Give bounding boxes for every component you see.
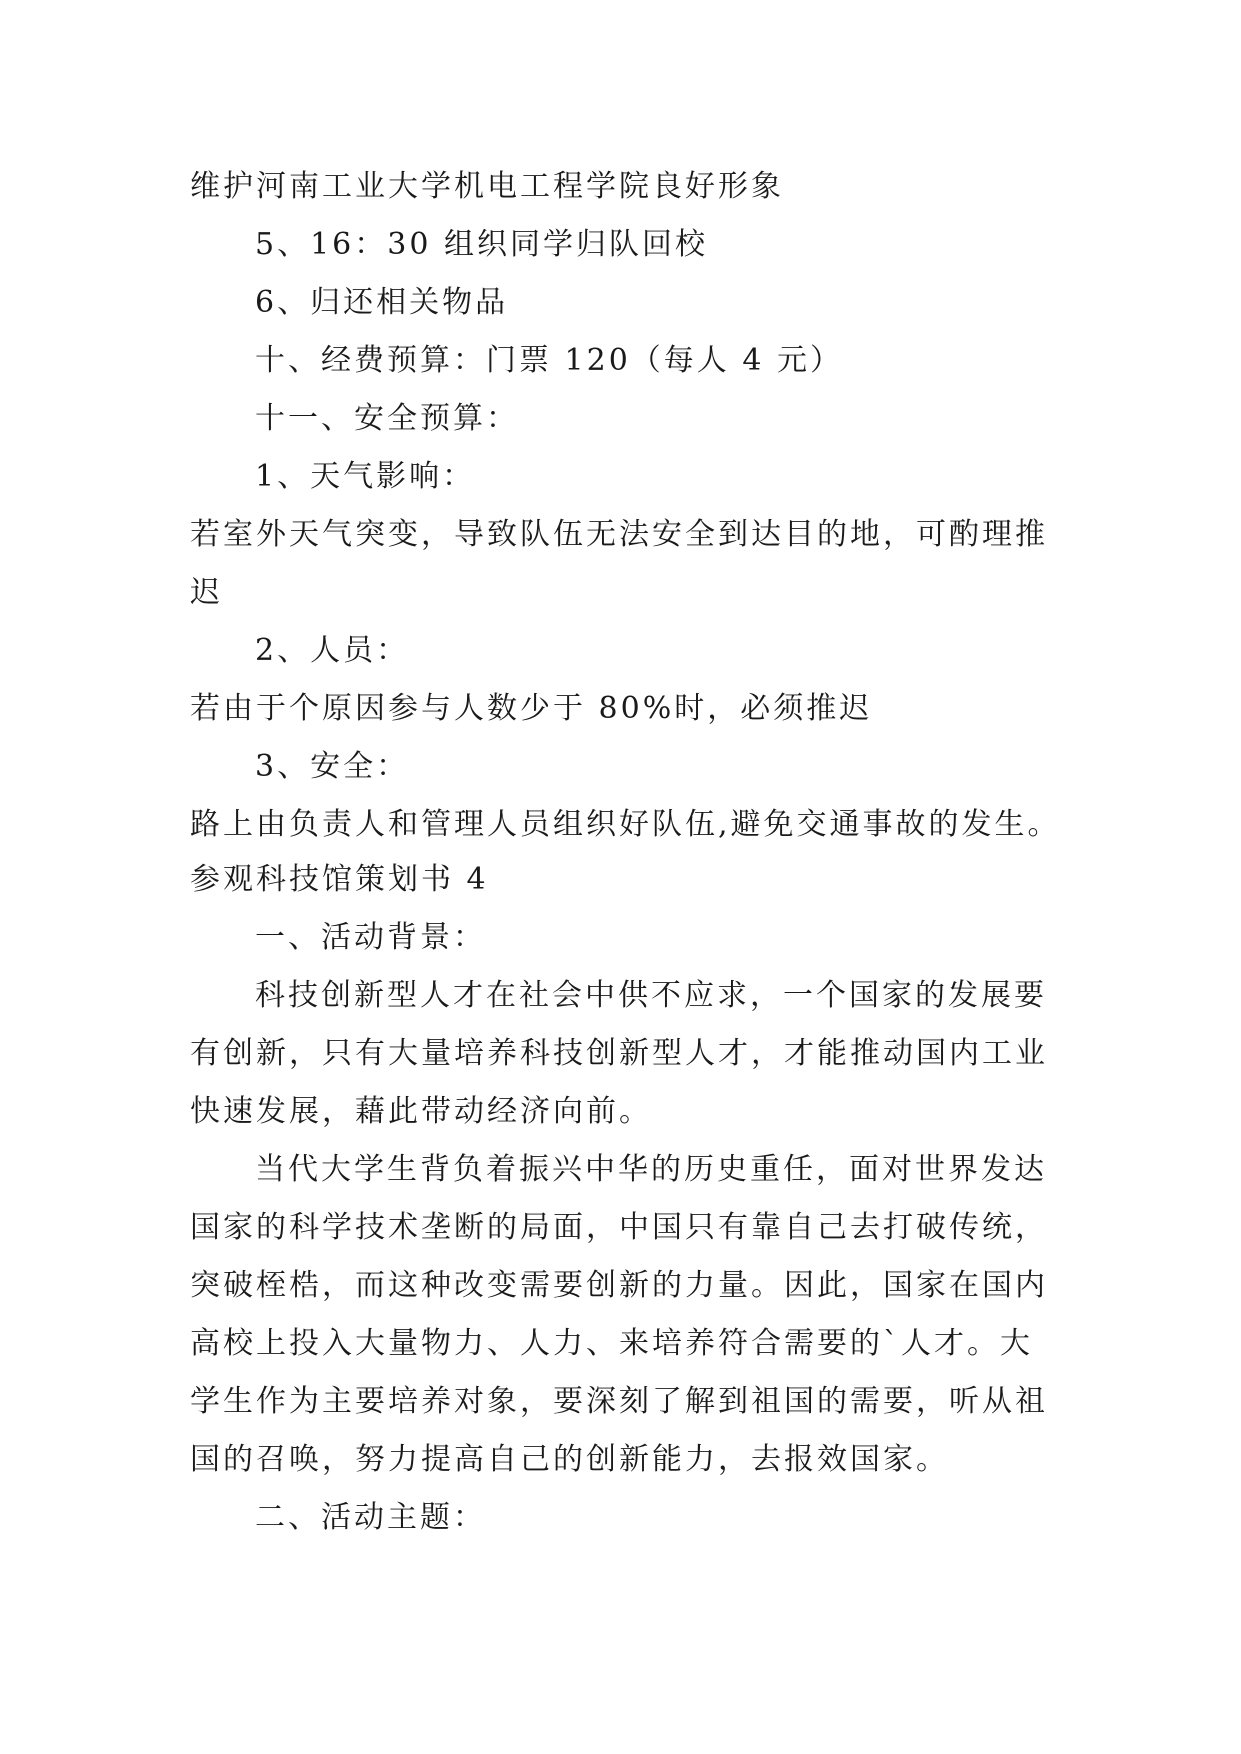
text-line: 有创新，只有大量培养科技创新型人才，才能推动国内工业 <box>190 1036 1048 1071</box>
text-line: 当代大学生背负着振兴中华的历史重任，面对世界发达 <box>255 1152 1047 1187</box>
text-line: 十一、安全预算： <box>255 401 519 436</box>
text-line: 若室外天气突变，导致队伍无法安全到达目的地，可酌理推 <box>190 517 1048 552</box>
text-line: 6、归还相关物品 <box>255 285 509 320</box>
text-line: 迟 <box>190 575 223 610</box>
text-line: 路上由负责人和管理人员组织好队伍,避免交通事故的发生。 <box>190 807 1061 842</box>
text-line: 5、16：30 组织同学归队回校 <box>255 227 708 262</box>
text-line: 国的召唤，努力提高自己的创新能力，去报效国家。 <box>190 1442 949 1477</box>
text-line: 3、安全： <box>255 749 410 784</box>
text-line: 国家的科学技术垄断的局面，中国只有靠自己去打破传统， <box>190 1210 1048 1245</box>
section-heading: 二、活动主题： <box>255 1500 486 1535</box>
text-line: 若由于个原因参与人数少于 80%时，必须推迟 <box>190 691 873 726</box>
text-line: 十、经费预算：门票 120（每人 4 元） <box>255 343 843 378</box>
text-line: 维护河南工业大学机电工程学院良好形象 <box>190 169 784 204</box>
text-line: 1、天气影响： <box>255 459 476 494</box>
document-subtitle: 参观科技馆策划书 4 <box>190 862 489 897</box>
text-line: 2、人员： <box>255 633 410 668</box>
text-line: 突破桎梏，而这种改变需要创新的力量。因此，国家在国内 <box>190 1268 1048 1303</box>
text-line: 高校上投入大量物力、人力、来培养符合需要的`人才。大 <box>190 1326 1033 1361</box>
section-heading: 一、活动背景： <box>255 920 486 955</box>
text-line: 快速发展，藉此带动经济向前。 <box>190 1094 652 1129</box>
text-line: 学生作为主要培养对象，要深刻了解到祖国的需要，听从祖 <box>190 1384 1048 1419</box>
text-line: 科技创新型人才在社会中供不应求，一个国家的发展要 <box>255 978 1047 1013</box>
